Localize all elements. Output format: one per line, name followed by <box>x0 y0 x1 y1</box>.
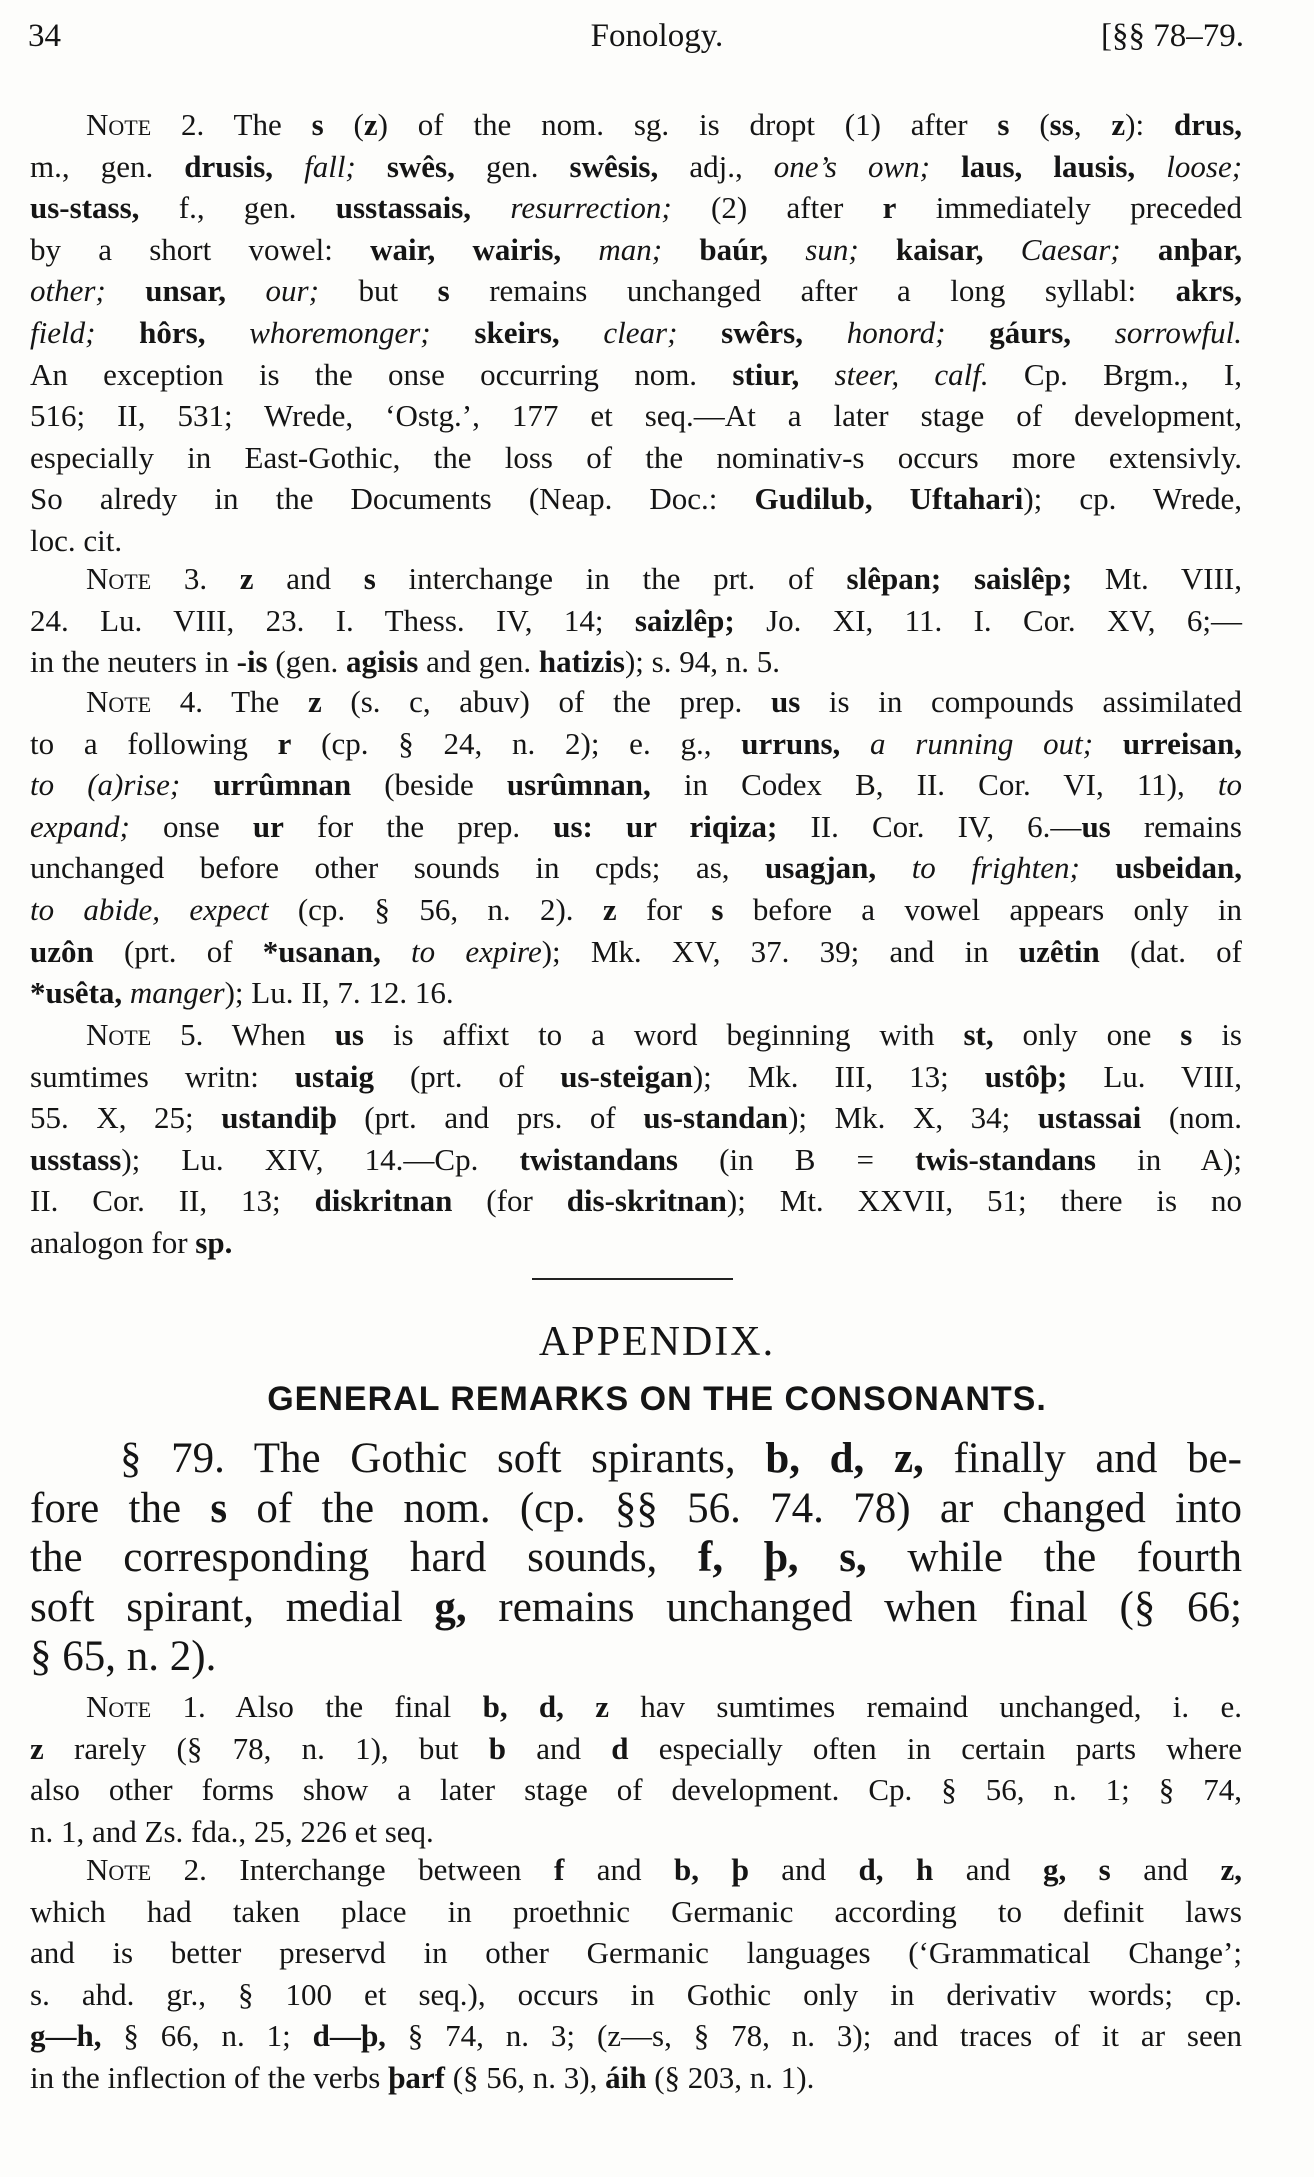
text-run: ); Mk. III, 13; <box>692 1058 985 1094</box>
gloss: to <box>1217 767 1242 803</box>
gothic-term: us <box>334 1017 364 1052</box>
text-run: in the inflection of the verbs <box>30 2059 389 2095</box>
note-label: Note 2. <box>86 1852 207 1887</box>
gothic-term: swêsis, <box>569 148 659 184</box>
gothic-term: s <box>210 1484 228 1532</box>
gothic-term: g, s <box>1042 1852 1111 1887</box>
gloss: whoremonger; <box>205 314 431 350</box>
gothic-term: Gudilub, Uftahari <box>754 481 1024 517</box>
text-run: especially often in certain parts where <box>628 1730 1243 1766</box>
note-5 <box>30 1014 1242 1264</box>
text-line <box>30 2015 1242 2057</box>
gothic-term: kaisar, <box>858 231 984 267</box>
text-run: Cp. Brgm., I, <box>988 356 1243 392</box>
text-run: before a vowel appears only in <box>723 891 1242 927</box>
text-run: especially in East-Gothic, the loss of the nominativ-s occurs more extensivly. <box>30 439 1242 475</box>
gothic-term: *usanan, <box>262 933 381 969</box>
gothic-term: drusis, <box>184 148 274 184</box>
gothic-term: r <box>277 725 292 761</box>
gloss: to (a)rise; <box>30 767 181 803</box>
text-run: in A); <box>1096 1141 1242 1177</box>
text-run: § 74, n. 3; (z—s, § 78, n. 3); and traces of it ar seen <box>385 2018 1242 2054</box>
gothic-term: b <box>488 1730 506 1766</box>
text-run: Jo. XI, 11. I. Cor. XV, 6;— <box>734 602 1242 638</box>
gothic-term: d—þ, <box>312 2018 386 2054</box>
text-line <box>30 1583 1242 1633</box>
gothic-term: z <box>363 107 378 142</box>
text-run: Lu. VIII, <box>1067 1058 1243 1094</box>
text-run: interchange in the prt. of <box>375 561 847 596</box>
gothic-term: slêpan; saislêp; <box>846 561 1073 596</box>
text-run: 24. Lu. VIII, 23. I. Thess. IV, 14; <box>30 602 635 638</box>
text-run: ( <box>1009 107 1050 142</box>
text-run: n. 1, and Zs. fda., 25, 226 et seq. <box>30 1813 434 1849</box>
text-run: ); Lu. II, 7. 12. 16. <box>224 975 454 1011</box>
gloss: to expire <box>380 933 542 969</box>
text-run: is affixt to a word beginning with <box>364 1017 964 1052</box>
gothic-term: usstass <box>30 1141 122 1177</box>
gothic-term: b, d, z <box>482 1689 609 1724</box>
text-line <box>30 187 1242 229</box>
text-run: f., gen. <box>139 190 336 226</box>
text-line <box>30 1222 1242 1264</box>
text-run: , <box>1073 107 1112 142</box>
text-line <box>30 1686 1242 1728</box>
text-line <box>30 1139 1242 1181</box>
text-line <box>30 312 1242 354</box>
gothic-term: us: ur riqiza; <box>553 808 778 844</box>
text-run: (for <box>452 1183 567 1219</box>
text-run: remains unchanged when final (§ 66; <box>466 1583 1242 1631</box>
gloss: a running out; <box>840 725 1094 761</box>
text-run: (dat. of <box>1099 933 1242 969</box>
text-run: of the nom. (cp. §§ 56. 74. 78) ar changed into <box>227 1484 1243 1532</box>
gothic-term: saizlêp; <box>634 602 735 638</box>
text-line <box>30 478 1242 520</box>
gothic-term: z <box>207 561 254 596</box>
text-run: fore the <box>30 1484 211 1532</box>
gothic-term: usagjan, <box>765 850 877 886</box>
text-run: and <box>1110 1852 1221 1887</box>
text-line <box>30 723 1242 765</box>
text-run: in the neuters in <box>30 644 237 680</box>
gothic-term: skeirs, <box>430 314 560 350</box>
gothic-term: ustaig <box>294 1058 375 1094</box>
gloss: to abide, expect <box>30 891 269 927</box>
text-run: to a following <box>30 725 278 761</box>
text-line <box>30 806 1242 848</box>
gothic-term: s <box>363 561 376 596</box>
gothic-term: hôrs, <box>95 314 206 350</box>
gothic-term: sp. <box>195 1224 233 1260</box>
text-run: and gen. <box>418 644 539 680</box>
text-run: unchanged before other sounds in cpds; as, <box>30 850 766 886</box>
text-line <box>30 354 1242 396</box>
gothic-term: ss <box>1049 107 1074 142</box>
gothic-term: g—h, <box>30 2018 102 2054</box>
gloss: man; <box>561 231 663 267</box>
gothic-term: z <box>30 1730 44 1766</box>
text-run: adj., <box>658 148 774 184</box>
text-run: Interchange between <box>206 1852 554 1887</box>
text-run: only one <box>993 1017 1181 1052</box>
gothic-term: ur <box>252 808 284 844</box>
text-run: remains <box>1110 808 1242 844</box>
gothic-term: áih <box>605 2059 647 2095</box>
gothic-term: swêrs, <box>677 314 803 350</box>
gothic-term: *usêta, <box>30 975 123 1011</box>
gothic-term: akrs, <box>1175 273 1242 309</box>
gloss: sun; <box>768 231 859 267</box>
gothic-term: stiur, <box>732 356 800 392</box>
gothic-term: d, h <box>858 1852 934 1887</box>
gothic-term: f <box>553 1852 565 1887</box>
gloss: resurrection; <box>471 190 672 226</box>
note-label: Note 1. <box>86 1689 206 1724</box>
text-line <box>30 889 1242 931</box>
text-run: Mt. VIII, <box>1072 561 1242 596</box>
text-run: rarely (§ 78, n. 1), but <box>43 1730 489 1766</box>
running-title: Fonology. <box>590 18 724 54</box>
gloss: fall; <box>273 148 356 184</box>
text-run: for the prep. <box>283 808 554 844</box>
text-line <box>30 146 1242 188</box>
text-run: (cp. § 24, n. 2); e. g., <box>291 725 742 761</box>
text-run: ); Mk. X, 34; <box>788 1100 1038 1136</box>
text-line <box>30 641 1242 683</box>
text-line <box>30 1932 1242 1974</box>
text-line <box>30 558 1242 600</box>
note-4 <box>30 681 1242 1014</box>
text-line <box>30 1769 1242 1811</box>
text-run: § 66, n. 1; <box>101 2018 313 2054</box>
text-run: gen. <box>454 148 570 184</box>
gloss: manger <box>122 975 225 1011</box>
text-run: (gen. <box>267 644 346 680</box>
gothic-term: baúr, <box>662 231 769 267</box>
gothic-term: urrûmnan <box>180 767 352 803</box>
text-run: for <box>616 891 712 927</box>
text-run: II. Cor. II, 13; <box>30 1183 315 1219</box>
text-run: 55. X, 25; <box>30 1100 222 1136</box>
gothic-term: swês, <box>355 148 455 184</box>
text-line <box>30 1484 1242 1534</box>
section-range: [§§ 78–79. <box>1101 18 1244 54</box>
text-run: (§ 56, n. 3), <box>444 2059 606 2095</box>
text-line <box>30 847 1242 889</box>
gothic-term: ustassai <box>1037 1100 1142 1136</box>
text-line <box>30 1974 1242 2016</box>
appendix-title: APPENDIX. <box>538 1319 776 1365</box>
gothic-term: st, <box>963 1017 994 1052</box>
text-run: ); Mk. XV, 37. 39; and in <box>541 933 1019 969</box>
text-run: (2) after <box>671 190 883 226</box>
text-line <box>30 1180 1242 1222</box>
gothic-term: b, d, z, <box>765 1435 924 1482</box>
gothic-term: laus, lausis, <box>930 148 1136 184</box>
gothic-term: us-stass, <box>30 190 140 226</box>
gothic-term: agisis <box>345 644 419 680</box>
text-run: m., gen. <box>30 148 185 184</box>
text-run: ); Lu. XIV, 14.—Cp. <box>121 1141 520 1177</box>
gothic-term: ustandiþ <box>221 1100 337 1136</box>
text-run: (cp. § 56, n. 2). <box>268 891 603 927</box>
gothic-term: usstassais, <box>335 190 472 226</box>
text-run: (§ 203, n. 1). <box>646 2059 815 2095</box>
text-line <box>30 1849 1242 1891</box>
text-run: Also the final <box>205 1689 483 1724</box>
text-run: and <box>506 1730 612 1766</box>
text-run: s. ahd. gr., § 100 et seq.), occurs in Gothic only in derivativ words; cp. <box>30 1976 1242 2012</box>
text-run: (in B = <box>678 1141 916 1177</box>
text-line <box>30 681 1242 723</box>
text-run: (prt. and prs. of <box>336 1100 644 1136</box>
gothic-term: z <box>1111 107 1126 142</box>
text-run: The <box>204 107 312 142</box>
text-run: analogon for <box>30 1224 196 1260</box>
text-run: ( <box>323 107 364 142</box>
gothic-term: uzôn <box>30 933 94 969</box>
text-run: is <box>1192 1017 1242 1052</box>
note-1 <box>30 1686 1242 1852</box>
note-label: Note 2. <box>86 107 205 142</box>
gothic-term: þarf <box>388 2059 445 2095</box>
text-run: When <box>203 1017 335 1052</box>
gothic-term: twistandans <box>519 1141 678 1177</box>
text-run: The <box>203 684 308 719</box>
gloss: steer, calf. <box>799 356 989 392</box>
gloss: to frighten; <box>876 850 1080 886</box>
gloss: other; <box>30 273 106 309</box>
text-run: ): <box>1125 107 1174 142</box>
text-run: (prt. of <box>374 1058 561 1094</box>
gothic-term: s <box>1180 1017 1193 1052</box>
gloss: expand; <box>30 808 130 844</box>
gloss: Caesar; <box>983 231 1121 267</box>
text-run: (prt. of <box>93 933 263 969</box>
text-run: (s. c, abuv) of the prep. <box>321 684 771 719</box>
text-run: An exception is the onse occurring nom. <box>30 356 733 392</box>
text-run: ) of the nom. sg. is dropt (1) after <box>377 107 998 142</box>
text-run: § 65, n. 2). <box>30 1633 217 1680</box>
gloss: sorrowful. <box>1071 314 1242 350</box>
text-run: and is better preservd in other Germanic languages (‘Grammatical Change’; <box>30 1935 1242 1971</box>
gothic-term: r <box>882 190 897 226</box>
gothic-term: dis-skritnan <box>566 1183 727 1219</box>
text-run: So alredy in the Documents (Neap. Doc.: <box>30 481 755 517</box>
gothic-term: anþar, <box>1120 231 1242 267</box>
gothic-term: uzêtin <box>1018 933 1100 969</box>
text-line <box>30 1891 1242 1933</box>
gothic-term: wair, wairis, <box>370 231 562 267</box>
page-number: 34 <box>28 18 61 54</box>
gothic-term: us <box>1081 808 1111 844</box>
gothic-term: unsar, <box>105 273 226 309</box>
gloss: our; <box>226 273 319 309</box>
note-2 <box>30 104 1242 562</box>
gothic-term: drus, <box>1173 107 1243 142</box>
text-line <box>30 1056 1242 1098</box>
text-line <box>30 1097 1242 1139</box>
gothic-term: us <box>770 684 801 719</box>
text-line <box>30 1533 1242 1583</box>
gothic-term: diskritnan <box>314 1183 453 1219</box>
text-line <box>30 437 1242 479</box>
gothic-term: z <box>602 891 617 927</box>
section-divider <box>532 1278 733 1280</box>
gothic-term: hatizis <box>538 644 625 680</box>
gothic-term: s <box>711 891 724 927</box>
text-run: by a short vowel: <box>30 231 371 267</box>
text-line <box>30 520 1242 562</box>
text-run: ); Mt. XXVII, 51; there is no <box>726 1183 1242 1219</box>
text-run: which had taken place in proethnic Germanic according to definit laws <box>30 1893 1242 1929</box>
text-line <box>30 2057 1242 2099</box>
text-run: the corresponding hard sounds, <box>30 1534 699 1581</box>
gloss: loose; <box>1135 148 1243 184</box>
gothic-term: twis-standans <box>915 1141 1096 1177</box>
text-run: in Codex B, II. Cor. VI, 11), <box>650 767 1218 803</box>
gothic-term: s <box>997 107 1010 142</box>
text-run: while the fourth <box>866 1534 1242 1581</box>
text-line <box>30 1014 1242 1056</box>
text-run: remains unchanged after a long syllabl: <box>449 273 1176 309</box>
text-run: (beside <box>351 767 507 803</box>
text-line <box>30 395 1242 437</box>
text-run: 516; II, 531; Wrede, ‘Ostg.’, 177 et seq.—At a later stage of development, <box>30 398 1242 434</box>
text-line <box>30 229 1242 271</box>
note-3 <box>30 558 1242 683</box>
text-line <box>30 1728 1242 1770</box>
text-run: (nom. <box>1141 1100 1243 1136</box>
gothic-term: ustôþ; <box>984 1058 1068 1094</box>
gothic-term: usrûmnan, <box>506 767 651 803</box>
gothic-term: s <box>437 273 450 309</box>
text-run: and <box>933 1852 1043 1887</box>
text-line <box>30 270 1242 312</box>
appendix-subtitle: GENERAL REMARKS ON THE CONSONANTS. <box>267 1380 1047 1418</box>
text-run: § 79. The Gothic soft spirants, <box>120 1435 766 1482</box>
text-run: II. Cor. IV, 6.— <box>777 808 1082 844</box>
gothic-term: usbeidan, <box>1079 850 1242 886</box>
gothic-term: urreisan, <box>1093 725 1242 761</box>
text-run: hav sumtimes remaind unchanged, i. e. <box>608 1689 1242 1724</box>
gothic-term: urruns, <box>741 725 841 761</box>
gothic-term: s <box>311 107 324 142</box>
text-run: sumtimes writn: <box>30 1058 295 1094</box>
text-run: immediately preceded <box>896 190 1242 226</box>
text-run: ); s. 94, n. 5. <box>624 644 780 680</box>
gothic-term: f, þ, s, <box>698 1534 867 1581</box>
gothic-term: d <box>611 1730 629 1766</box>
gothic-term: us-standan <box>643 1100 789 1136</box>
text-line <box>30 931 1242 973</box>
text-run: and <box>748 1852 859 1887</box>
text-run: and <box>564 1852 674 1887</box>
text-run: soft spirant, medial <box>30 1583 435 1631</box>
text-run: onse <box>129 808 253 844</box>
gloss: field; <box>30 314 96 350</box>
text-run: ); cp. Wrede, <box>1023 481 1242 517</box>
text-line <box>30 1811 1242 1853</box>
text-run: and <box>253 561 364 596</box>
note-label: Note 5. <box>86 1017 204 1052</box>
text-run: is in compounds assimilated <box>800 684 1243 719</box>
text-line <box>30 1632 1242 1682</box>
section-79 <box>30 1434 1242 1682</box>
text-line <box>30 972 1242 1014</box>
note-label: Note 3. <box>86 561 208 596</box>
text-run: but <box>318 273 438 309</box>
text-line <box>30 764 1242 806</box>
text-run: loc. cit. <box>30 522 123 558</box>
gothic-term: z, <box>1220 1852 1243 1887</box>
gothic-term: gáurs, <box>945 314 1072 350</box>
note-label: Note 4. <box>86 684 204 719</box>
text-line <box>30 104 1242 146</box>
gloss: one’s own; <box>773 148 931 184</box>
gothic-term: b, þ <box>674 1852 749 1887</box>
gothic-term: -is <box>236 644 268 680</box>
gloss: honord; <box>802 314 946 350</box>
gothic-term: g, <box>434 1583 467 1631</box>
text-line <box>30 600 1242 642</box>
gloss: clear; <box>559 314 678 350</box>
text-run: finally and be- <box>923 1435 1242 1482</box>
text-line <box>30 1434 1242 1484</box>
note-2-bottom <box>30 1849 1242 2099</box>
text-run: also other forms show a later stage of development. Cp. § 56, n. 1; § 74, <box>30 1772 1242 1808</box>
gothic-term: us-steigan <box>560 1058 693 1094</box>
gothic-term: z <box>307 684 322 719</box>
